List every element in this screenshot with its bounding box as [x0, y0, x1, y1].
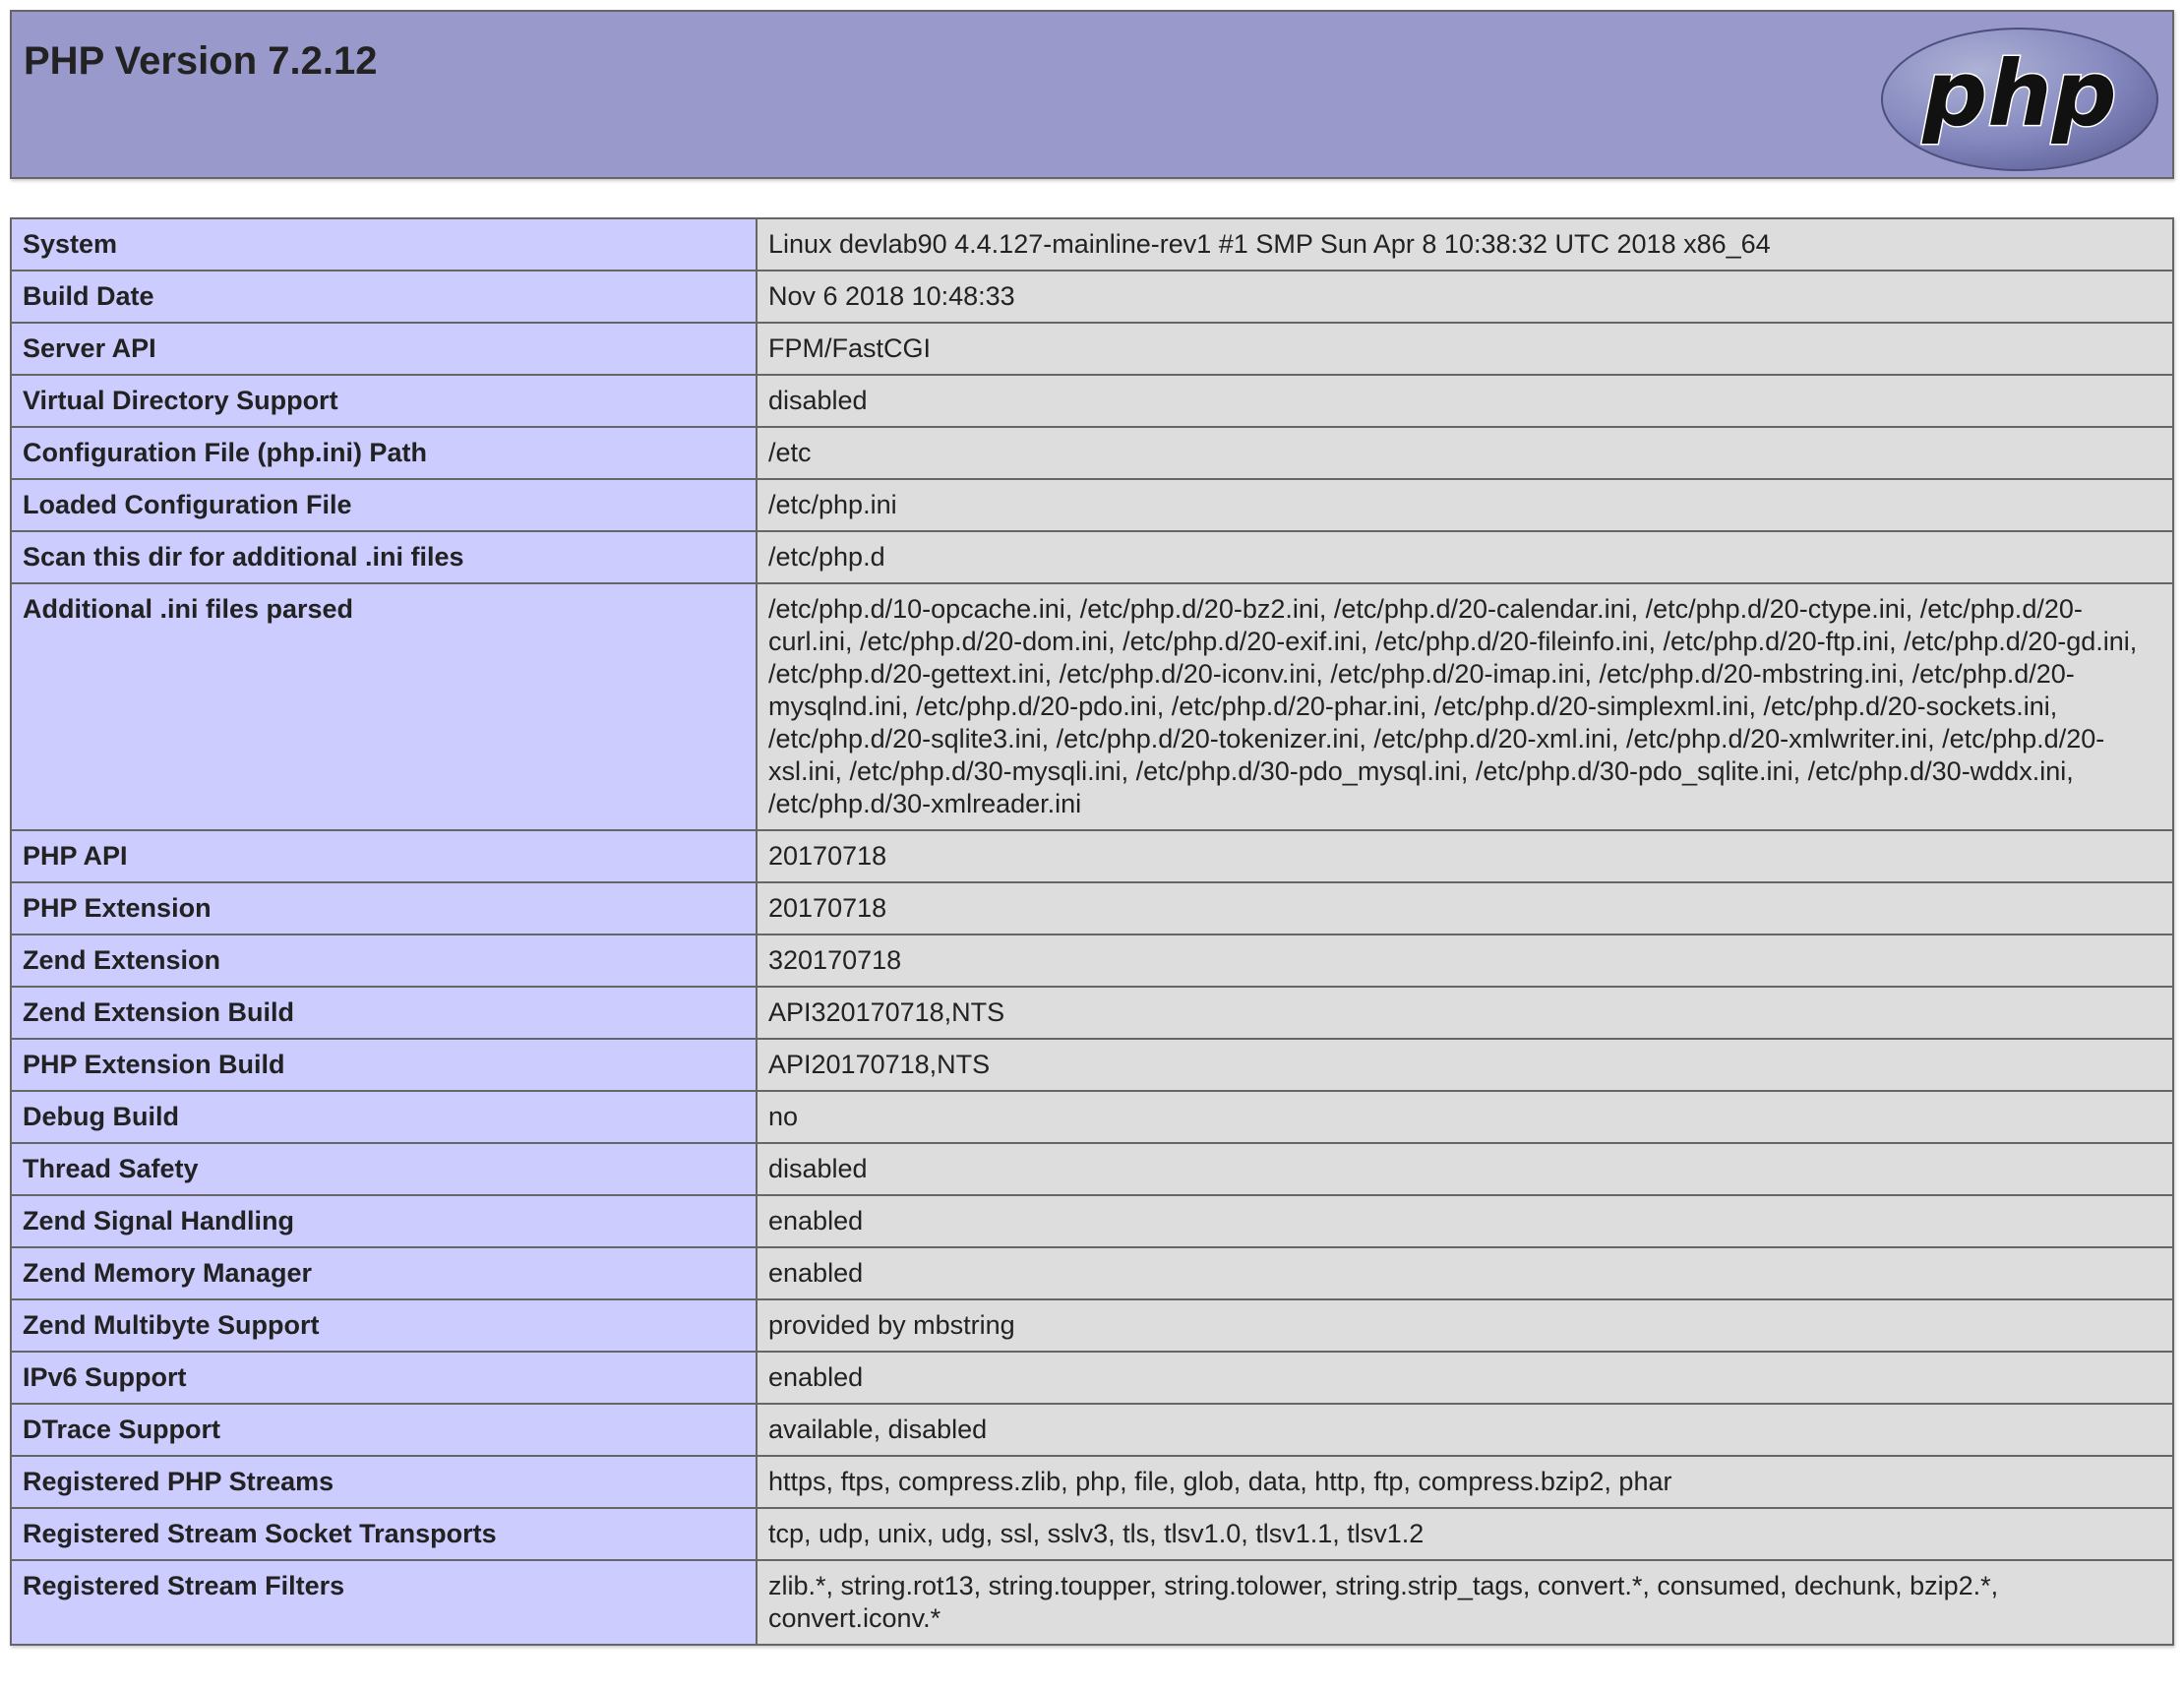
- row-value: /etc: [757, 427, 2173, 479]
- row-key: Loaded Configuration File: [11, 479, 757, 531]
- table-row: [11, 1091, 2173, 1143]
- row-value: enabled: [757, 1195, 2173, 1247]
- table-row: [11, 1560, 2173, 1645]
- row-key: PHP API: [11, 830, 757, 882]
- row-key: Zend Signal Handling: [11, 1195, 757, 1247]
- table-row: [11, 531, 2173, 583]
- row-key: Registered Stream Filters: [11, 1560, 757, 1645]
- row-key: Scan this dir for additional .ini files: [11, 531, 757, 583]
- row-key: Virtual Directory Support: [11, 375, 757, 427]
- row-value: 20170718: [757, 882, 2173, 934]
- table-row: [11, 271, 2173, 323]
- row-value: API20170718,NTS: [757, 1039, 2173, 1091]
- table-row: [11, 218, 2173, 271]
- row-key: DTrace Support: [11, 1404, 757, 1456]
- row-key: Debug Build: [11, 1091, 757, 1143]
- row-key: Server API: [11, 323, 757, 375]
- table-row: [11, 583, 2173, 830]
- row-value: disabled: [757, 1143, 2173, 1195]
- row-key: Zend Extension: [11, 934, 757, 987]
- row-value: /etc/php.d/10-opcache.ini, /etc/php.d/20-bz2.ini, /etc/php.d/20-calendar.ini, /etc/php.d/20-ctype.ini, /etc/php.d/20-curl.ini, /etc/php.d/20-dom.ini, /etc/php.d/20-exif.ini, /etc/php.d/20-fileinfo.ini, /etc/php.d/20-ftp.ini, /etc/php.d/20-gd.ini, /etc/php.d/20-gettext.ini, /etc/php.d/20-iconv.ini, /etc/php.d/20-imap.ini, /etc/php.d/20-mbstring.ini, /etc/php.d/20-mysqlnd.ini, /etc/php.d/20-pdo.ini, /etc/php.d/20-phar.ini, /etc/php.d/20-simplexml.ini, /etc/php.d/20-sockets.ini, /etc/php.d/20-sqlite3.ini, /etc/php.d/20-tokenizer.ini, /etc/php.d/20-xml.ini, /etc/php.d/20-xmlwriter.ini, /etc/php.d/20-xsl.ini, /etc/php.d/30-mysqli.ini, /etc/php.d/30-pdo_mysql.ini, /etc/php.d/30-pdo_sqlite.ini, /etc/php.d/30-wddx.ini, /etc/php.d/30-xmlreader.ini: [757, 583, 2173, 830]
- table-row: [11, 1456, 2173, 1508]
- row-value: enabled: [757, 1352, 2173, 1404]
- row-key: Zend Multibyte Support: [11, 1299, 757, 1352]
- row-value: https, ftps, compress.zlib, php, file, glob, data, http, ftp, compress.bzip2, phar: [757, 1456, 2173, 1508]
- row-value: API320170718,NTS: [757, 987, 2173, 1039]
- php-version-header: [10, 10, 2174, 179]
- row-value: zlib.*, string.rot13, string.toupper, string.tolower, string.strip_tags, convert.*, consumed, dechunk, bzip2.*, convert.iconv.*: [757, 1560, 2173, 1645]
- row-key: Build Date: [11, 271, 757, 323]
- row-key: Registered Stream Socket Transports: [11, 1508, 757, 1560]
- row-value: /etc/php.d: [757, 531, 2173, 583]
- table-row: [11, 882, 2173, 934]
- php-logo-text: php: [1922, 41, 2117, 147]
- table-row: [11, 987, 2173, 1039]
- table-row: [11, 1247, 2173, 1299]
- table-row: [11, 427, 2173, 479]
- row-key: Thread Safety: [11, 1143, 757, 1195]
- table-row: [11, 1299, 2173, 1352]
- table-row: [11, 1352, 2173, 1404]
- row-key: Zend Extension Build: [11, 987, 757, 1039]
- row-value: disabled: [757, 375, 2173, 427]
- row-value: /etc/php.ini: [757, 479, 2173, 531]
- system-info-table: [10, 217, 2174, 1646]
- row-key: Additional .ini files parsed: [11, 583, 757, 830]
- table-row: [11, 934, 2173, 987]
- table-row: [11, 323, 2173, 375]
- table-row: [11, 375, 2173, 427]
- row-value: 20170718: [757, 830, 2173, 882]
- row-key: PHP Extension Build: [11, 1039, 757, 1091]
- row-key: Registered PHP Streams: [11, 1456, 757, 1508]
- row-value: FPM/FastCGI: [757, 323, 2173, 375]
- table-row: [11, 1143, 2173, 1195]
- row-value: Nov 6 2018 10:48:33: [757, 271, 2173, 323]
- row-key: Zend Memory Manager: [11, 1247, 757, 1299]
- system-info-body: [11, 218, 2173, 1645]
- row-value: no: [757, 1091, 2173, 1143]
- row-value: tcp, udp, unix, udg, ssl, sslv3, tls, tlsv1.0, tlsv1.1, tlsv1.2: [757, 1508, 2173, 1560]
- row-key: PHP Extension: [11, 882, 757, 934]
- row-value: 320170718: [757, 934, 2173, 987]
- row-value: provided by mbstring: [757, 1299, 2173, 1352]
- row-key: Configuration File (php.ini) Path: [11, 427, 757, 479]
- row-key: IPv6 Support: [11, 1352, 757, 1404]
- table-row: [11, 479, 2173, 531]
- row-value: enabled: [757, 1247, 2173, 1299]
- page-title: PHP Version 7.2.12: [24, 39, 378, 83]
- table-row: [11, 1195, 2173, 1247]
- row-value: Linux devlab90 4.4.127-mainline-rev1 #1 SMP Sun Apr 8 10:38:32 UTC 2018 x86_64: [757, 218, 2173, 271]
- row-value: available, disabled: [757, 1404, 2173, 1456]
- php-logo-icon[interactable]: [1877, 26, 2162, 173]
- row-key: System: [11, 218, 757, 271]
- table-row: [11, 1508, 2173, 1560]
- table-row: [11, 1039, 2173, 1091]
- table-row: [11, 830, 2173, 882]
- table-row: [11, 1404, 2173, 1456]
